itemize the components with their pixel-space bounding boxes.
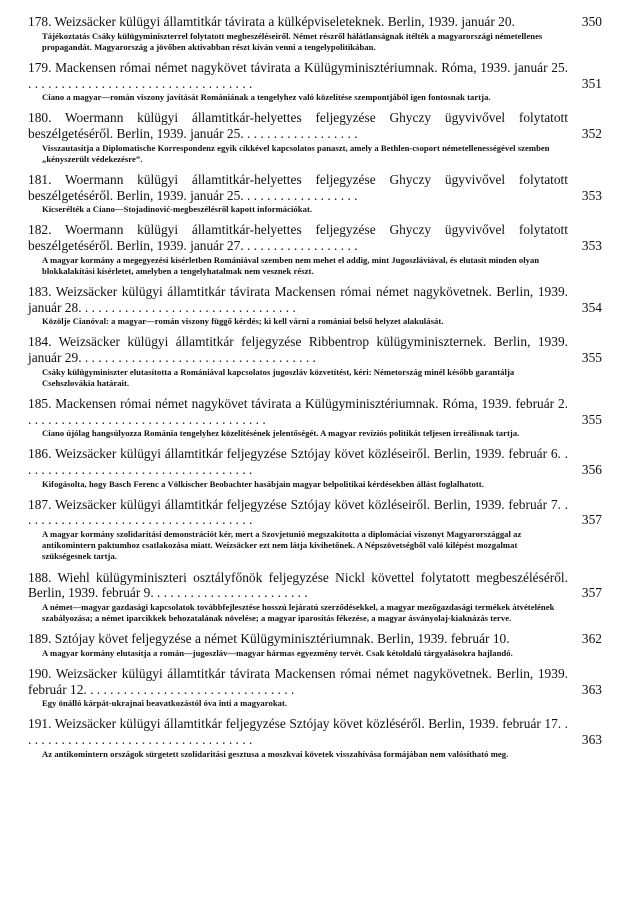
entry-heading xyxy=(28,497,602,528)
entry-page-number: 356 xyxy=(581,461,602,477)
entry-page-number: 363 xyxy=(581,681,602,697)
toc-entry xyxy=(28,284,602,327)
entry-page-number: 363 xyxy=(581,731,602,747)
entry-heading xyxy=(28,666,602,697)
toc-entry xyxy=(28,446,602,489)
entry-heading xyxy=(28,284,602,315)
entry-page-number: 350 xyxy=(581,14,602,29)
entry-page-number: 355 xyxy=(581,349,602,365)
toc-entry xyxy=(28,666,602,709)
entry-summary: A magyar kormány szolidaritási demonstrációt kér, mert a Szovjetunió megszakította a diplomáciai viszonyt Magyarországgal az antikomintern paktumhoz csatlakozása miatt. Weizsäcker ezt nem látja kivihetőnek. A Népszövetségből való kilépést mozgalmat szükségesnek tartja. xyxy=(42,528,522,562)
entry-summary: Kicserélték a Ciano—Stojadinović-megbeszélésről kapott információkat. xyxy=(42,204,313,215)
entry-page-number: 352 xyxy=(581,125,602,141)
entry-heading xyxy=(28,446,602,477)
entry-title: 187. Weizsäcker külügyi államtitkár feljegyzése Sztójay követ közléseiről. Berlin, 1939. február 7. . . . . . . . . . . . . . . . . . . . . . . . . . . . . . . . . . . . xyxy=(28,496,568,528)
toc-entry xyxy=(28,60,602,103)
toc-entry xyxy=(28,110,602,165)
entry-title: 191. Weizsäcker külügyi államtitkár feljegyzése Sztójay követ közléséről. Berlin, 1939. február 17. . . . . . . . . . . . . . . . . . . . . . . . . . . . . . . . . . . . xyxy=(28,716,568,747)
toc-entry xyxy=(28,14,602,53)
entry-title: 183. Weizsäcker külügyi államtitkár távirata Mackensen római német nagykövetnek. Berlin, 1939. január 28. . . . . . . . . . . . . . . . . . . . . . . . . . . . . . . . . xyxy=(28,283,568,315)
toc-entry xyxy=(28,172,602,215)
entry-page-number: 351 xyxy=(581,75,602,91)
entry-page-number: 353 xyxy=(581,237,602,253)
entry-summary: Csáky külügyminiszter elutasította a Romániával kapcsolatos jugoszláv közvetítést, kéri: Németország minél később garantálja Csehszlovákia határait. xyxy=(42,366,515,388)
entry-title: 181. Woermann külügyi államtitkár-helyettes feljegyzése Ghyczy ügyvivővel folytatott beszélgetéséről. Berlin, 1939. január 25. . . . . . . . . . . . . . . . . . xyxy=(28,171,568,203)
entry-heading xyxy=(28,110,602,141)
entry-title: 186. Weizsäcker külügyi államtitkár feljegyzése Sztójay követ közléseiről. Berlin, 1939. február 6. . . . . . . . . . . . . . . . . . . . . . . . . . . . . . . . . . . . xyxy=(28,446,568,477)
entry-summary: Visszautasítja a Diplomatische Korrespondenz egyik cikkével kapcsolatos panaszt, amely a Bethlen-csoport németellenességével szemben „kényszerült védekezésre”. xyxy=(42,142,550,164)
entry-heading xyxy=(28,14,602,30)
entry-heading xyxy=(28,396,602,427)
entry-title: 188. Wiehl külügyminiszteri osztályfőnök feljegyzése Nickl követtel folytatott megbeszéléséről. Berlin, 1939. február 9. . . . . . . . . . . . . . . . . . . . . . . . xyxy=(28,569,568,601)
entry-title: 185. Mackensen római német nagykövet távirata a Külügyminisztériumnak. Róma, 1939. február 2. . . . . . . . . . . . . . . . . . . . . . . . . . . . . . . . . . . . . xyxy=(28,395,568,427)
toc-entry xyxy=(28,631,602,659)
entry-heading xyxy=(28,172,602,203)
entry-page-number: 362 xyxy=(581,631,602,647)
entry-summary: Ciano újólag hangsúlyozza Románia tengelyhez közelítésének jelentőségét. A magyar revíziós politikát teljesen irreálisnak tartja. xyxy=(42,428,520,439)
entry-summary: A magyar kormány a megegyezési kísérletben Romániával szemben nem mehet el addig, mint Jugoszláviával, és elutasít minden olyan blokkalakítási kísérletet, amelyben a tengelyhatalmak nem vesznek részt. xyxy=(42,254,540,276)
entry-page-number: 355 xyxy=(581,411,602,427)
entry-heading xyxy=(28,222,602,253)
entry-page-number: 357 xyxy=(581,512,602,528)
entry-heading xyxy=(28,334,602,365)
entry-title: 178. Weizsäcker külügyi államtitkár távirata a külképviseleteknek. Berlin, 1939. január 20. xyxy=(28,14,515,29)
entry-summary: Az antikomintern országok sürgetett szolidaritási gesztusa a moszkvai követek visszahívása formájában nem valósítható meg. xyxy=(42,748,509,759)
entry-summary: Közölje Cianóval: a magyar—román viszony függő kérdés; ki kell várni a romániai belső helyzet alakulását. xyxy=(42,316,444,327)
entry-summary: A német—magyar gazdasági kapcsolatok továbbfejlesztése hosszú lejáratú szerződésekkel, a magyar mezőgazdasági termékek átvételének szabályozása; a német iparcikkek behozatalának növelése; a magyar iparosítás fékezése, a magyar ásványolaj-kiaknázás terve. xyxy=(42,601,555,623)
toc-entry xyxy=(28,716,602,759)
entry-heading xyxy=(28,570,602,601)
entry-summary: Ciano a magyar—román viszony javítását Romániának a tengelyhez való közelítése szempontjából igen fontosnak tartja. xyxy=(42,92,491,103)
entry-title: 179. Mackensen római német nagykövet távirata a Külügyminisztériumnak. Róma, 1939. január 25. . . . . . . . . . . . . . . . . . . . . . . . . . . . . . . . . . . xyxy=(28,60,568,91)
entry-summary: A magyar kormány elutasítja a román—jugoszláv—magyar hármas egyezmény tervét. Csak kétoldalú tárgyalásokra hajlandó. xyxy=(42,647,513,658)
entry-title: 189. Sztójay követ feljegyzése a német Külügyminisztériumnak. Berlin, 1939. február 10. xyxy=(28,631,510,647)
entry-title: 184. Weizsäcker külügyi államtitkár feljegyzése Ribbentrop külügyminiszternek. Berlin, 1939. január 29. . . . . . . . . . . . . . . . . . . . . . . . . . . . . . . . . . . . xyxy=(28,334,568,365)
toc-entry xyxy=(28,497,602,563)
entry-summary: Tájékoztatás Csáky külügyminiszterrel folytatott megbeszéléseiről. Német részről hálátlanságnak ítélték a magyarországi németellenes propagandát. Magyarország a jövőben aktivabban részt kíván venni a tengelypolitikában. xyxy=(42,30,543,52)
entry-heading xyxy=(28,60,602,91)
entry-title: 180. Woermann külügyi államtitkár-helyettes feljegyzése Ghyczy ügyvivővel folytatott beszélgetéséről. Berlin, 1939. január 25. . . . . . . . . . . . . . . . . . xyxy=(28,110,568,141)
entry-heading xyxy=(28,631,602,647)
entry-summary: Kifogásolta, hogy Basch Ferenc a Völkischer Beobachter hasábjain magyar belpolitikai kérdésekben állást foglalhatott. xyxy=(42,478,484,489)
toc-entry xyxy=(28,222,602,277)
entry-heading xyxy=(28,716,602,747)
entry-page-number: 354 xyxy=(581,299,602,315)
entry-title: 190. Weizsäcker külügyi államtitkár távirata Mackensen római német nagykövetnek. Berlin, 1939. február 12. . . . . . . . . . . . . . . . . . . . . . . . . . . . . . . . xyxy=(28,665,568,697)
entry-title: 182. Woermann külügyi államtitkár-helyettes feljegyzése Ghyczy ügyvivővel folytatott beszélgetéséről. Berlin, 1939. január 27. . . . . . . . . . . . . . . . . . xyxy=(28,222,568,253)
entry-page-number: 357 xyxy=(581,585,602,601)
entry-summary: Egy önálló kárpát-ukrajnai beavatkozástól óva inti a magyarokat. xyxy=(42,698,288,709)
toc-entry xyxy=(28,334,602,389)
entries-list xyxy=(28,14,602,760)
toc-entry xyxy=(28,570,602,625)
entry-page-number: 353 xyxy=(581,187,602,203)
toc-entry xyxy=(28,396,602,439)
